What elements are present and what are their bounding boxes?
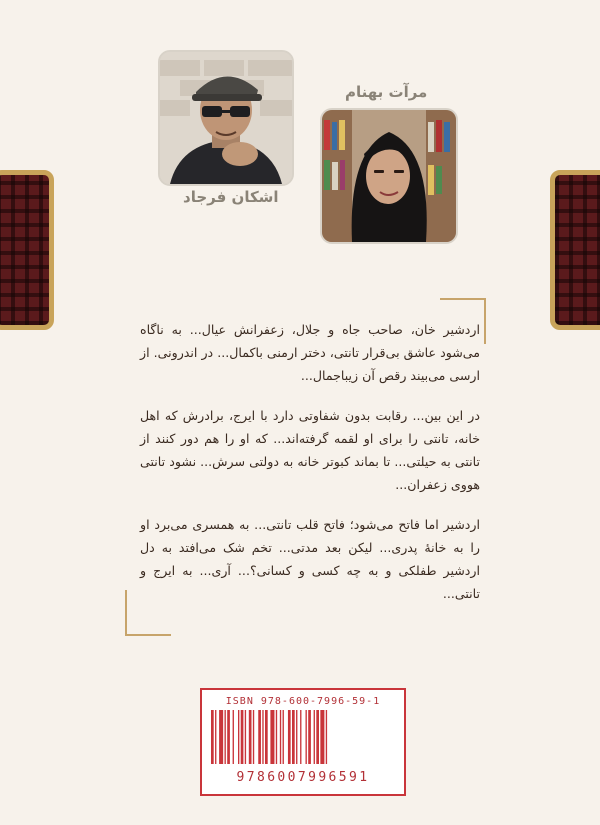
author-name-1: اشکان فرجاد	[183, 188, 279, 206]
blurb-paragraph-3: اردشیر اما فاتح می‌شود؛ فاتح قلب تانتی... به همسری می‌برد او را به خانهٔ پدری... لیکن بعد مدتی... تخم شک می‌افتد به دل اردشیر طفلکی و به چه کسی و کسانی؟... آری... به ایرج و تانتی...	[140, 517, 480, 601]
blurb-paragraph-2: در این بین... رقابت بدون شفاوتی دارد با ایرج، برادرش که اهل خانه، تانتی را برای او لقمه گرفته‌اند... که او را هم دور کنند از تانتی به حیلتی... تا بماند کبوتر خانه به دولتی سرش... نشود تانتی هووی زعفران...	[140, 408, 480, 492]
author-photo-man	[158, 50, 294, 186]
author-name-2: مرآت بهنام	[345, 83, 428, 101]
plaid-panel-right	[550, 170, 600, 330]
plaid-panel-left	[0, 170, 54, 330]
blurb-text	[140, 318, 480, 622]
author-photo-woman	[320, 108, 458, 244]
isbn-number: ISBN 978-600-7996-59-1	[225, 696, 381, 707]
barcode-bars	[209, 710, 397, 764]
barcode-digits: 9786007996591	[236, 770, 370, 785]
blurb-paragraph-1: اردشیر خان، صاحب جاه و جلال، زعفرانش عیال... به ناگاه می‌شود عاشق بی‌قرار تانتی، دختر ارمنی باکمال... در اندرونی. از ارسی می‌بیند رقص آن زیباجمال...	[140, 322, 480, 383]
isbn-barcode	[200, 688, 406, 796]
